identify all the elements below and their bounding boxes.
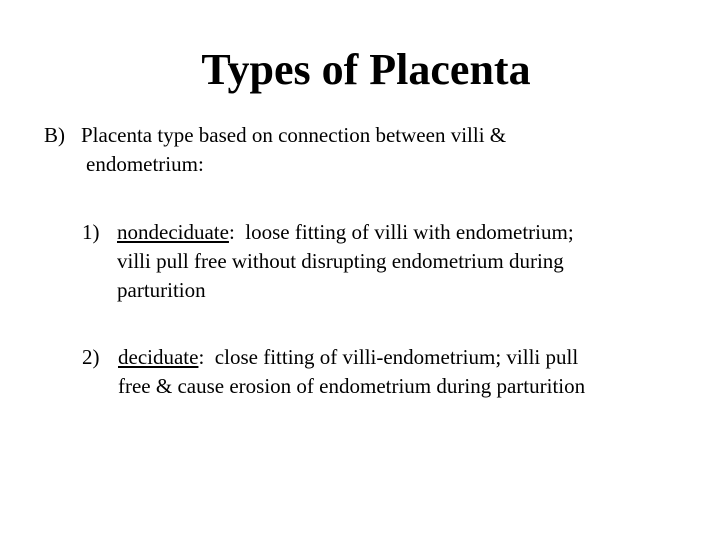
section-b [44, 121, 684, 179]
definition-line-3: parturition [117, 278, 206, 302]
list-item-number: 2) [82, 345, 100, 369]
list-item-text [118, 343, 678, 401]
term-deciduate: deciduate [118, 345, 199, 369]
list-item-text [117, 218, 677, 305]
definition-line-2: villi pull free without disrupting endometrium during [117, 249, 564, 273]
section-line-1: Placenta type based on connection between villi & [81, 123, 507, 147]
section-line-2: endometrium: [86, 152, 204, 176]
section-b-first-line [44, 121, 684, 150]
definition-line-1: close fitting of villi-endometrium; villi pull [204, 345, 579, 369]
list-item-number: 1) [82, 220, 100, 244]
list-item-line-1 [117, 218, 677, 247]
term-separator: : [228, 220, 235, 244]
term-nondeciduate: nondeciduate [117, 220, 229, 244]
section-marker: B) [44, 123, 65, 147]
list-item-line-1 [118, 343, 678, 372]
definition-line-2: free & cause erosion of endometrium during parturition [118, 374, 586, 398]
term-separator: : [198, 345, 205, 369]
definition-line-1: loose fitting of villi with endometrium; [234, 220, 574, 244]
slide-title: Types of Placenta [201, 45, 531, 94]
